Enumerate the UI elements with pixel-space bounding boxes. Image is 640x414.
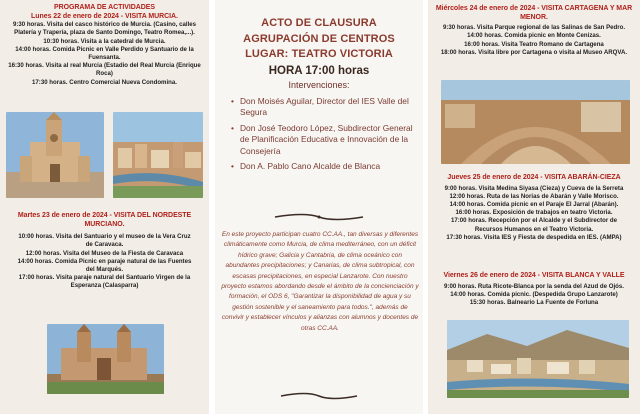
activity-line: de Caravaca. bbox=[85, 241, 124, 249]
right-section-2 bbox=[434, 174, 634, 242]
caravaca-sanctuary-photo bbox=[47, 324, 164, 394]
middle-panel bbox=[215, 0, 423, 414]
activity-line: 17:30 horas. Centro Comercial Nueva Condomina. bbox=[32, 78, 177, 86]
thursday-heading: Jueves 25 de enero de 2024 - VISITA ABARÁN-CIEZA bbox=[447, 174, 621, 181]
tuesday-heading-2: MURCIANO. bbox=[84, 220, 125, 228]
friday-heading: Viernes 26 de enero de 2024 - VISITA BLANCA Y VALLE bbox=[443, 272, 625, 279]
bullet-icon: • bbox=[231, 95, 234, 106]
activity-line: 15:30 horas. Balneario La Fuente de Forluna bbox=[469, 299, 599, 306]
title-line: AGRUPACIÓN DE CENTROS bbox=[243, 32, 395, 45]
ornament-divider-top bbox=[215, 210, 423, 224]
activity-line: 10:00 horas. Visita del Santuario y el museo de la Vera Cruz bbox=[18, 233, 191, 241]
tuesday-activities bbox=[6, 233, 203, 290]
right-section-3 bbox=[434, 272, 634, 307]
activity-line: 17:30 horas. Visita IES y Fiesta de despedida en IES. (AMPA) bbox=[446, 233, 622, 241]
speaker-text: Don Moisés Aguilar, Director del IES Valle del Segura bbox=[240, 95, 409, 118]
murcia-city-photo bbox=[113, 112, 203, 198]
activity-line: 14:00 horas. Comida picnic en el Paraje El Jarral (Abarán). bbox=[449, 201, 619, 208]
speaker-text: Don A. Pablo Cano Alcalde de Blanca bbox=[240, 161, 381, 172]
activity-line: Recursos Humanos en el Teatro Victoria. bbox=[474, 225, 594, 233]
activity-line: 9:00 horas. Ruta Ricote-Blanca por la senda del Azud de Ojós. bbox=[444, 282, 624, 290]
closing-act-title bbox=[223, 16, 415, 63]
bullet-icon: • bbox=[231, 122, 234, 133]
activity-line: 18:00 horas. Visita libre por Cartagena o visita al Museo ARQVA. bbox=[440, 48, 628, 56]
activity-line: 10:30 horas. Visita a la catedral de Murcia. bbox=[43, 37, 166, 45]
speakers-list bbox=[223, 96, 415, 174]
activity-line: 12:00 horas. Visita del Museo de la Fiesta de Caravaca bbox=[25, 249, 184, 257]
activity-line: 9:00 horas. Visita Medina Siyasa (Cieza) y Cueva de la Serreta bbox=[444, 184, 624, 192]
activity-line: 14:00 horas. Comida Picnic en Valle Perdido y Santuario de la bbox=[15, 45, 194, 53]
bullet-icon: • bbox=[231, 161, 234, 172]
title-line: ACTO DE CLAUSURA bbox=[261, 17, 377, 29]
activity-line: 16:30 horas. Visita al real Murcia (Estadio del Real Murcia (Enrique Roca) bbox=[8, 62, 201, 78]
activity-line: 16:00 horas. Visita Teatro Romano de Cartagena bbox=[464, 40, 604, 48]
activity-line: 12:00 horas. Ruta de las Norias de Abarán y Valle Morisco. bbox=[449, 192, 619, 200]
activity-line: 16:00 horas. Exposición de trabajos en teatro Victoria. bbox=[455, 209, 613, 217]
speaker-item bbox=[231, 123, 415, 158]
project-description: En este proyecto participan cuatro CC.AA., tan diversas y diferentes climáticamente como Murcia, de clima mediterráneo, con un déficit hídrico grave; Galicia y Cantabria, de clima oceánico con abundantes precipitaciones; y Canarias, de clima subtropical, con escasas precipitaciones, en especial Lanzarote. Con nuestro proyecto estamos abordando desde el ámbito de la concienciación y formación, el ODS 6, "Garantizar la disponibilidad de agua y su gestión sostenible y el saneamiento para todos.", además de convivir y establecer vínculos y alianzas con alumnos y docentes de otras CC.AA. bbox=[221, 231, 419, 332]
activity-line: del Marqués. bbox=[85, 266, 124, 273]
activity-line: Platería y Trapería, plaza de Santo Domingo, Teatro Romea,...). bbox=[14, 29, 195, 37]
murcia-cathedral-photo bbox=[6, 112, 104, 198]
activity-line: 17:00 horas. Recepción por el Alcalde y el Subdirector de bbox=[450, 217, 618, 225]
activity-line: Fuensanta. bbox=[88, 54, 121, 61]
ornament-divider-bottom bbox=[215, 389, 423, 403]
left-section-2 bbox=[6, 212, 203, 291]
activity-line: 17:00 horas. Visita paraje natural del Santuario Virgen de la bbox=[18, 274, 191, 282]
blanca-valley-photo bbox=[447, 320, 629, 398]
wednesday-activities bbox=[434, 24, 634, 57]
activity-line: 9:30 horas. Visita del casco histórico de Murcia. (Casino, calles bbox=[12, 21, 197, 29]
monday-heading: Lunes 22 de enero de 2024 - VISITA MURCIA. bbox=[31, 12, 178, 20]
cartagena-roman-theatre-photo bbox=[441, 80, 630, 164]
title-line: LUGAR: TEATRO VICTORIA bbox=[245, 48, 393, 60]
speaker-text: Don José Teodoro López, Subdirector General de Planificación Educativa e Innovación de la Consejería bbox=[240, 122, 413, 156]
friday-activities bbox=[434, 283, 634, 308]
activity-line: 14:00 horas. Comida picnic. (Despedida Grupo Lanzarote) bbox=[450, 290, 618, 298]
program-heading: PROGRAMA DE ACTIVIDADES bbox=[53, 4, 155, 11]
event-time: HORA 17:00 horas bbox=[268, 64, 370, 77]
monday-activities bbox=[6, 21, 203, 87]
thursday-activities bbox=[434, 185, 634, 242]
tuesday-heading: Martes 23 de enero de 2024 - VISITA DEL NORDESTE bbox=[17, 212, 192, 219]
speaker-item bbox=[231, 96, 415, 119]
wednesday-heading: Miércoles 24 de enero de 2024 - VISITA CARTAGENA Y MAR bbox=[435, 5, 633, 12]
interventions-label: Intervenciones: bbox=[288, 79, 350, 90]
activity-line: 14:00 horas. Comida picnic en Monte Cenizas. bbox=[467, 32, 601, 40]
activity-line: 14:00 horas. Comida Picnic en paraje natural de las Fuentes bbox=[17, 257, 192, 265]
speaker-item bbox=[231, 161, 415, 173]
wednesday-heading-2: MENOR. bbox=[520, 13, 548, 21]
activity-line: 9:30 horas. Visita Parque regional de las Salinas de San Pedro. bbox=[442, 24, 626, 32]
activity-line: Esperanza (Calasparra) bbox=[70, 282, 139, 290]
